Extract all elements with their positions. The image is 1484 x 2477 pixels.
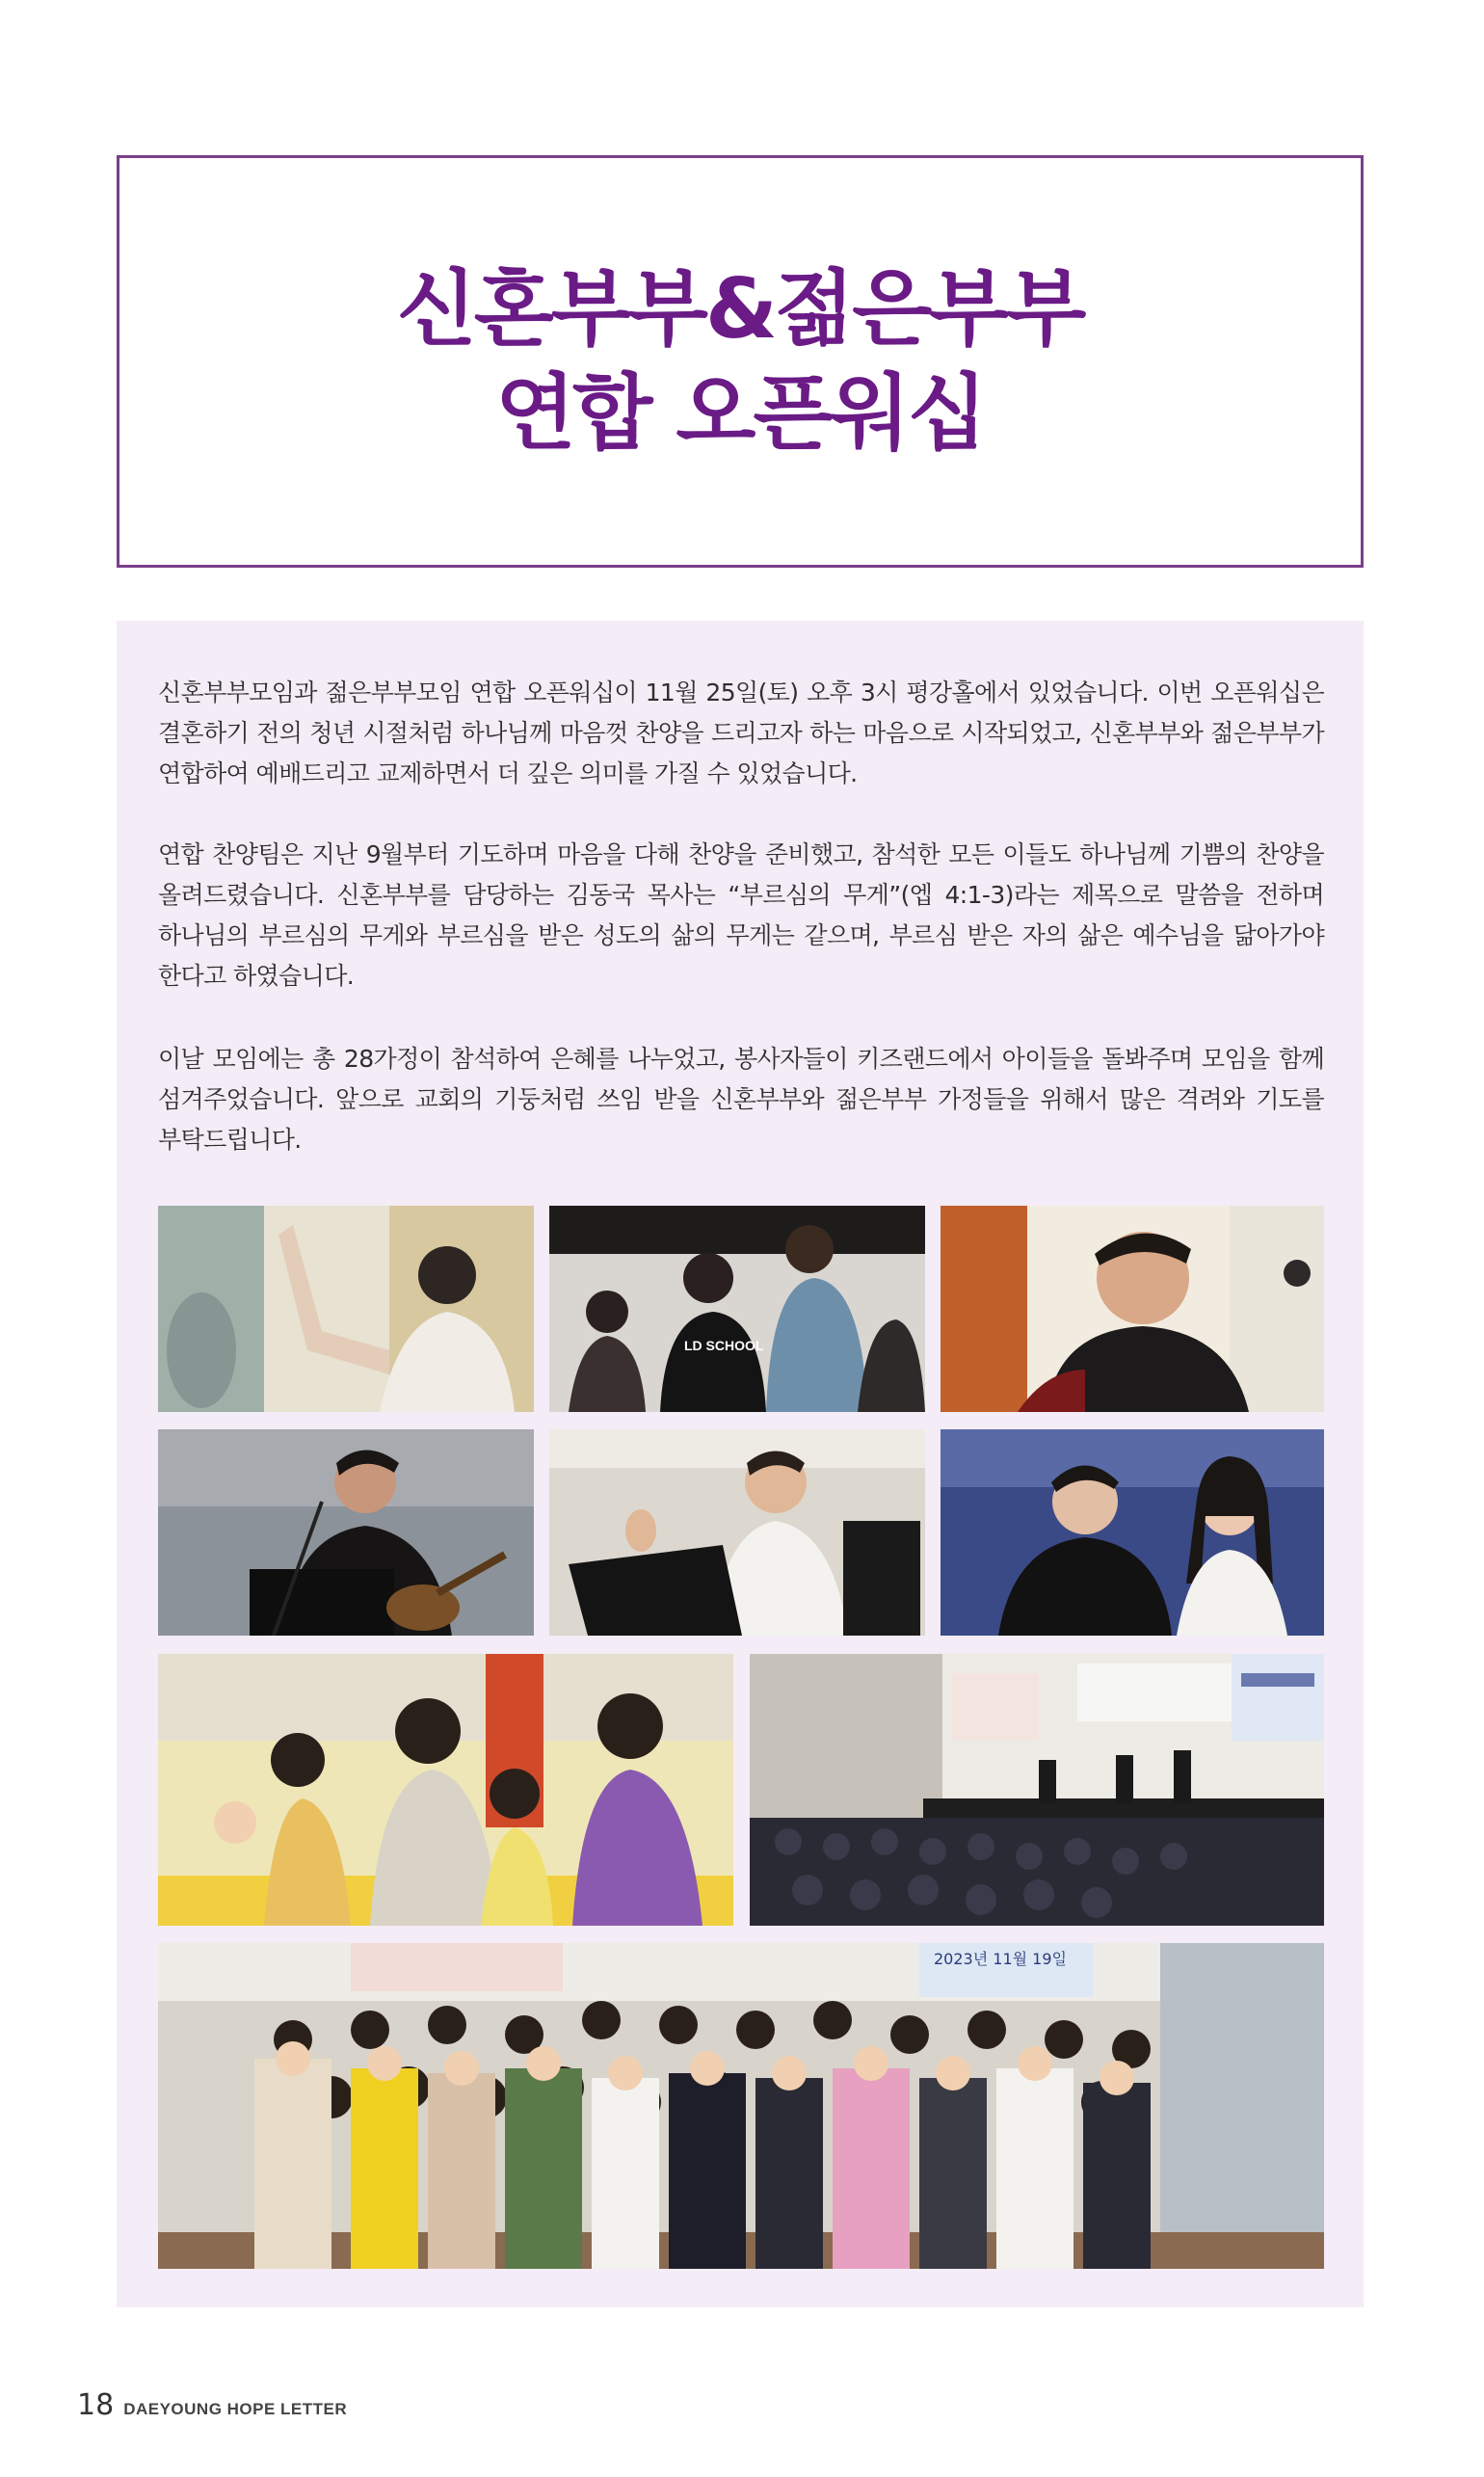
page-number: 18 xyxy=(77,2388,115,2422)
svg-text:LD SCHOOL: LD SCHOOL xyxy=(684,1338,764,1353)
photo-young-couple-seated xyxy=(941,1429,1324,1636)
article-title-line-1: 신혼부부&젊은부부 xyxy=(396,261,1084,358)
paragraph-1: 신혼부부모임과 젊은부부모임 연합 오픈워십이 11월 25일(토) 오후 3시 평강홀에서 있었습니다. 이번 오픈워십은 결혼하기 전의 청년 시절처럼 하나님께 마음껏 찬양을 드리고자 하는 마음으로 시작되었고, 신혼부부와 젊은부부가 연합하여 예배드리고 교제하면서 더 깊은 의미를 가질 수 있었습니다. xyxy=(158,679,1324,787)
photo-guitarist-singing xyxy=(158,1429,534,1636)
photo-worship-raised-hands xyxy=(158,1206,534,1412)
photo-worship-group-praying xyxy=(549,1206,925,1412)
paragraph-2: 연합 찬양팀은 지난 9월부터 기도하며 마음을 다해 찬양을 준비했고, 참석한 모든 이들도 하나님께 기쁨의 찬양을 올려드렸습니다. 신혼부부를 담당하는 김동국 목사는 “부르심의 무게”(엡 4:1-3)라는 제목으로 말씀을 전하며 하나님의 부르심의 무게와 부르심을 받은 성도의 삶의 무게는 같으며, 부르심 받은 자의 삶은 예수님을 닮아가야 한다고 하였습니다. xyxy=(158,840,1324,990)
article-title-line-2: 연합 오픈워십 xyxy=(495,365,985,462)
group-photo-banner-date: 2023년 11월 19일 xyxy=(934,1950,1067,1968)
photo-hall-overview xyxy=(750,1654,1324,1926)
page-footer xyxy=(77,2388,347,2422)
photo-worshipper-eyes-closed xyxy=(941,1206,1324,1412)
paragraph-3: 이날 모임에는 총 28가정이 참석하여 은혜를 나누었고, 봉사자들이 키즈랜드에서 아이들을 돌봐주며 모임을 함께 섬겨주었습니다. 앞으로 교회의 기둥처럼 쓰임 받을 신혼부부와 젊은부부 가정들을 위해서 많은 격려와 기도를 부탁드립니다. xyxy=(158,1045,1324,1154)
publication-name: DAEYOUNG HOPE LETTER xyxy=(123,2400,348,2418)
photo-kidsland-volunteers xyxy=(158,1654,733,1926)
title-box xyxy=(117,155,1364,568)
photo-pastor-preaching xyxy=(549,1429,925,1636)
photo-group-picture xyxy=(158,1943,1324,2269)
